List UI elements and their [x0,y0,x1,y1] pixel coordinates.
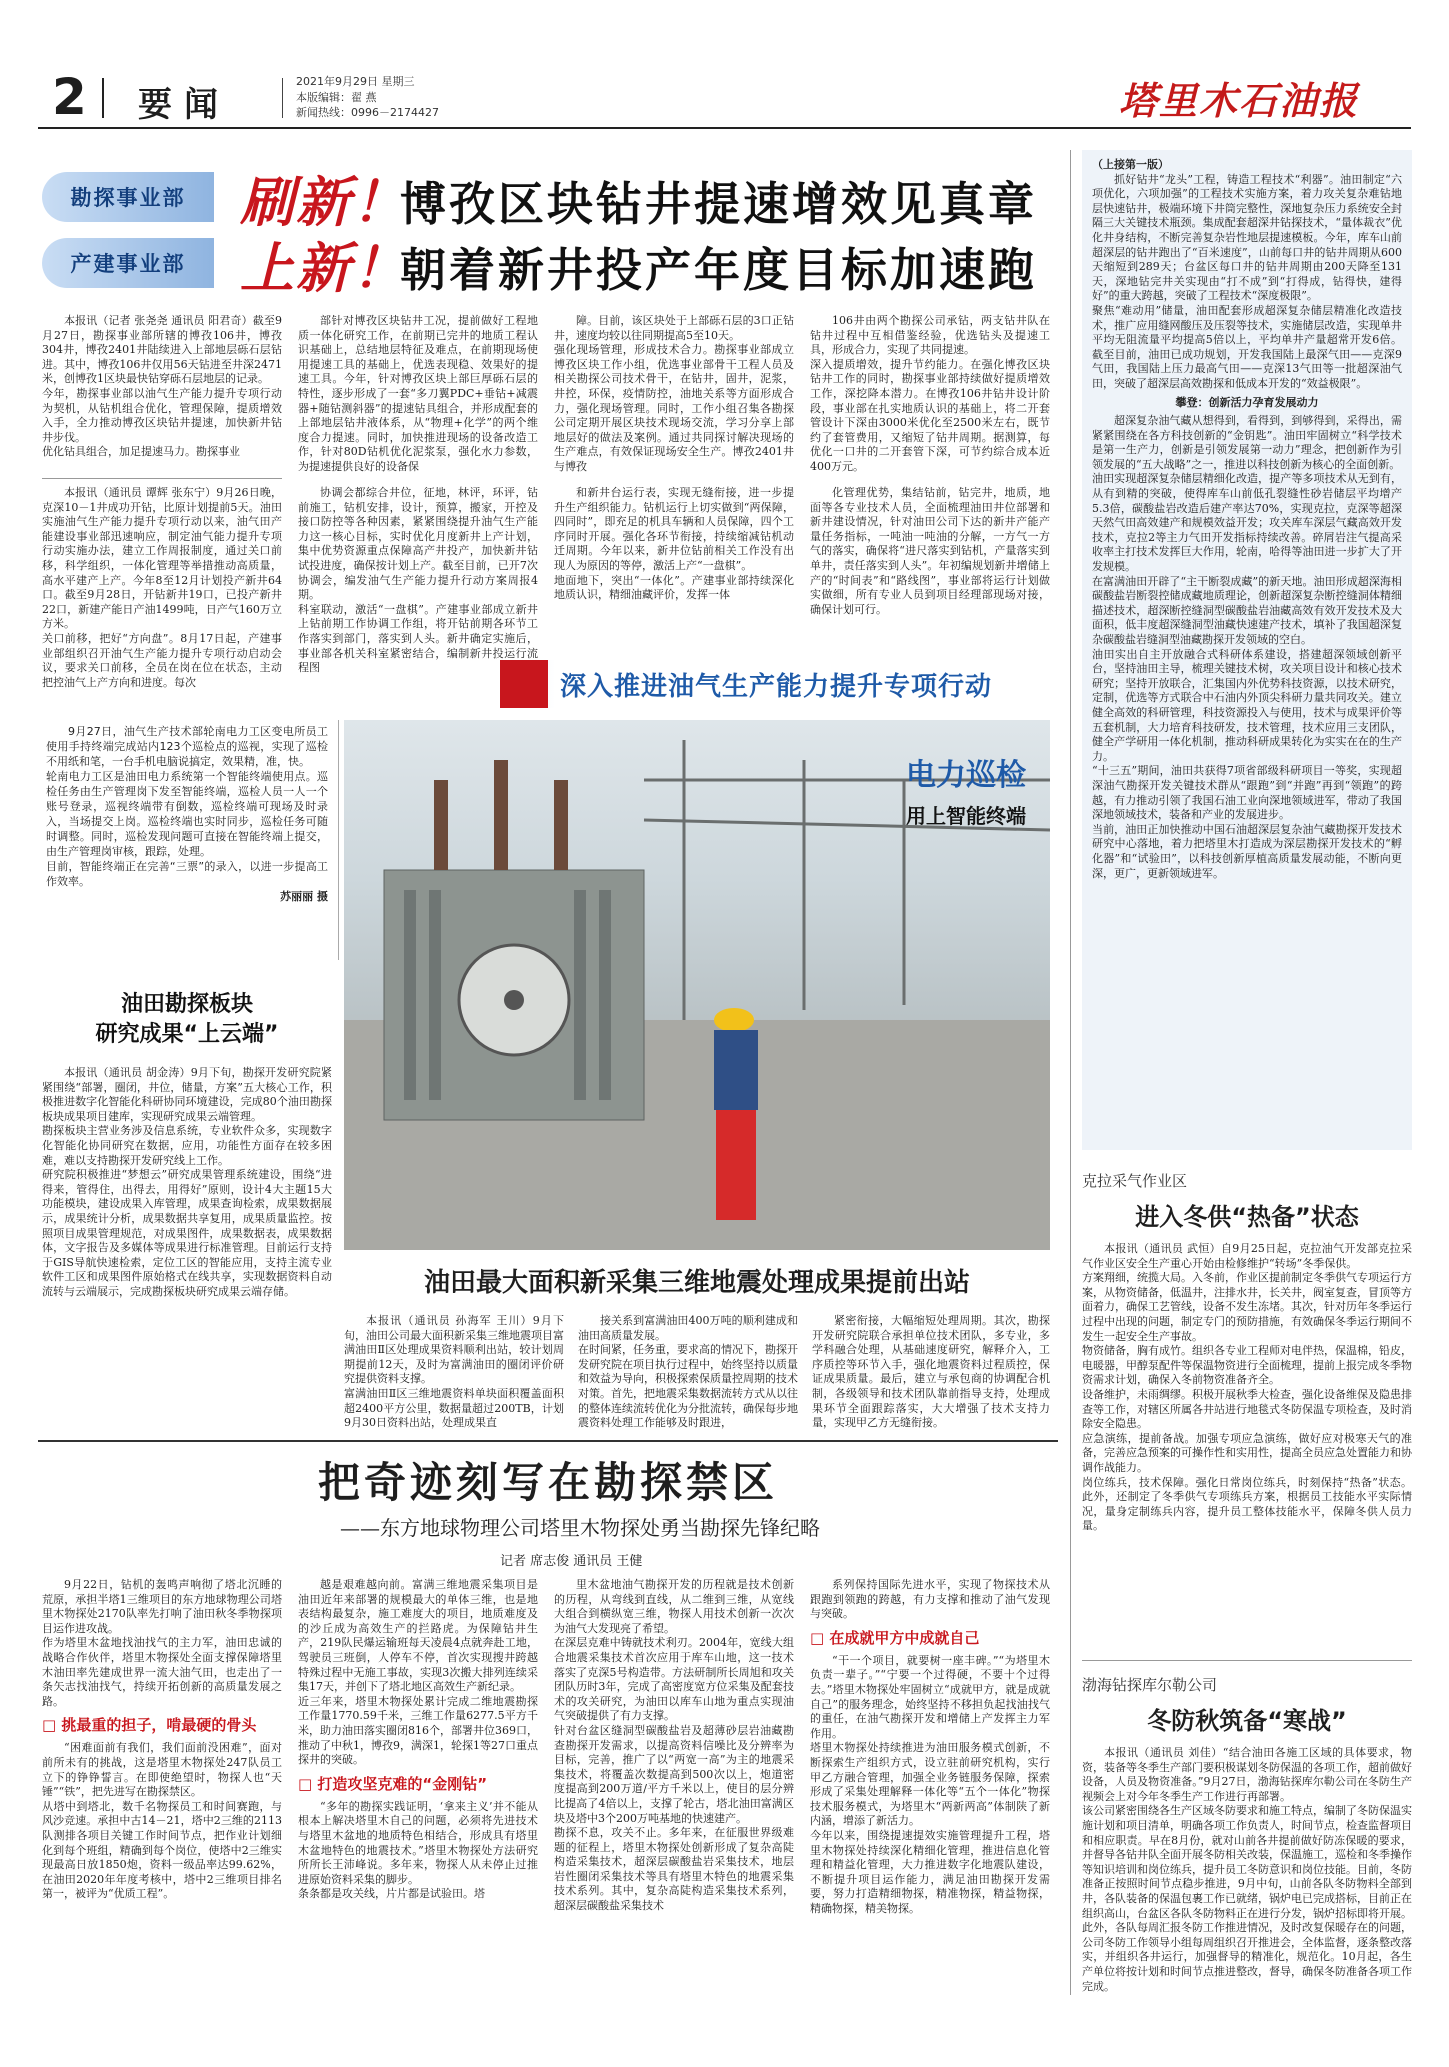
feature-col-1: 9月22日，钻机的轰鸣声响彻了塔北沉睡的荒原，承担半塔1三维项目的东方地球物理公司塔里木物探处2170队率先打响了油田秋冬季物探项目运作进攻战。 作为塔里木盆地找油找气的主力军，油田忠诚的战略合作伙伴，塔里木物探处全面支撑保障塔里木油田率先建成世界一流大油气田，也走出了一条矢志找油找气，持续开拓创新的高质量发展之路。 □ 挑最重的担子，啃最硬的骨头 “困难面前有我们，我们面前没困难”，面对前所未有的挑战，这是塔里木物探处247队员工立下的铮铮誓言。在即使绝望时，物探人也“天锤”“铁”，把先进写在勘探禁区。 从塔中到塔北，数千名物探员工和时间赛跑，与风沙竞速。承担中古14－21，塔中2三维的2113队测排各项目关键工作时间节点，把作业计划细化到每个班组，精确到每个岗位，使塔中2三维实现最高日放1850炮，资料一级品率达99.62%，在油田2020年年度考核中，塔中2三维项目排名第一，被评为“优质工程”。 [42,1578,282,1901]
lead2-col-1: 本报讯（通讯员 谭辉 张东宁）9月26日晚，克深10－1井成功开钻，比原计划提前5天。油田实施油气生产能力提升专项行动以来，油气田产能建设事业部迅速响应，制定油气能力提升专项行动实施办法，建立工作周报制度，通过关口前移，科学组织，一体化管理等举措推动高质量，高水平建产上产。今年8至12月计划投产新井64口。截至9月28日，开钻新井19口，已投产新井22口，新建产能日产油1499吨，日产气160万立方米。 关口前移，把好“方向盘”。8月17日起，产建事业部组织召开油气生产能力提升专项行动启动会议，要求关口前移，全员在岗在位在状态，主动把控油气上产方向和进度。每次 [42,486,282,689]
lead-col-2: 部针对博孜区块钻井工况，提前做好工程地质一体化研究工作，在前期已完井的地质工程认识基础上，总结地层特征及难点，在前期现场使用提速工具的基础上，优选表现稳、效果好的提速工具。今年，针对博孜区块上部巨厚砾石层的特性，逐步形成了一套“多刀翼PDC+垂钻+减震器+随钻测斜器”的提速钻具组合，并形成配套的上部地层钻井液体系，从“物理+化学”的两个维度合力提速。同时，加快推进现场的设备改造工作，针对80D钻机优化泥浆泵，强化水力参数，为提速提供良好的设备保 [298,314,538,472]
photo-author: 苏丽丽 摄 [280,890,328,903]
worker-pants [716,1110,756,1220]
kela-title: 进入冬供“热备”状态 [1135,1203,1359,1231]
photo-caption: 9月27日，油气生产技术部轮南电力工区变电所员工使用手持终端完成站内123个巡检点的巡视，实现了巡检不用纸和笔，一台手机电脑说搞定，效果精，准，快。 轮南电力工区是油田电力系统第一个智能终端使用点。巡检任务由生产管理岗下发至智能终端，巡检人员一人一个账号登录，巡视终端带有倒数，巡检终端可现场及时录入，当场提交上岗。巡检终端也实时同步，巡检任务可随时调整。同时，巡检发现问题可直接在智能终端上提交，由生产管理岗审核，跟踪，处理。 目前，智能终端正在完善“三票”的录入，以进一步提高工作效率。 苏丽丽 摄 [46,725,328,903]
right-column-divider [1070,150,1071,1995]
kela-body: 本报讯（通讯员 武恒）自9月25日起，克拉油气开发部克拉采气作业区安全生产重心开始由检修维护“转场”冬季保供。 方案翔细，统揽大局。入冬前，作业区提前制定冬季供气专项运行方案，从物资储备，低温井，注排水井，长关井，阀室复查，冒顶等方面着力，确保工艺管线，设备不发生冻堵。其次，针对历年冬季运行过程中出现的问题，制定专门的预防措施，有效确保冬季运行期间不发生一起安全生产事故。 物资储备，胸有成竹。组织各专业工程师对电伴热，保温棉，铅皮，电暖器，甲醇泵配件等保温物资进行全面梳理，提前上报完成冬季物资需求计划，确保入冬前物资准备齐全。 设备维护，未雨绸缪。积极开展秋季大检查，强化设备维保及隐患排查等工作，对辖区所属各井站进行地毯式冬防保温专项检查，及时消除安全隐患。 应急演练，提前备战。加强专项应急演练，做好应对极寒天气的准备，完善应急预案的可操作性和实用性，提高全员应急处置能力和协调作战能力。 岗位练兵，技术保障。强化日常岗位练兵，时刻保持“热备”状态。此外，还制定了冬季供气专项练兵方案，根据员工技能水平实际情况，量身定制练兵内容，提升员工整体技能水平，保障冬供人员力量。 [1082,1242,1412,1533]
continuation-label: （上接第一版） [1092,158,1169,171]
feature-col4-heading-text: 在成就甲方中成就自己 [829,1628,980,1647]
right-continuation-text: （上接第一版） 抓好钻井“龙头”工程，铸造工程技术“利器”。油田制定“六项优化，六项加强”的工程技术实施方案，着力攻关复杂难钻地层快速钻井，极端环境下井筒完整性，深地复杂压力系统安全封隔三大关键技术瓶颈。集成配套超深井钻探技术，“量体裁衣”优化井身结构，不断完善复杂岩性地层提速模板。今年，库车山前超深层的钻井跑出了“百米速度”，山前每口井的钻井周期从600天缩短到289天；台盆区每口井的钻井周期由200天降至131天，深地钻完井关实现由“打不成”到“打得成，钻得快，建得好”的重大跨越，突破了工程技术“深度极限”。 聚焦“难动用”储量，油田配套形成超深复杂储层精准化改造技术，推广应用缝网酸压及压裂等技术，实施储层改造，实现单井平均无阻流量平均提高5倍以上，平均单井产量超常开发6倍。截至目前，油田已成功规划，开发我国陆上最深气田——克深9气田，我国陆上压力最高气田——克深13气田等一批超深油气田，突破了超深层高效勘探和低成本开发的“效益极限”。 攀登：创新活力孕育发展动力 超深复杂油气藏从想得到，看得到，到够得到，采得出，需紧紧围绕在各方科技创新的“金钥匙”。油田牢固树立“科学技术是第一生产力，创新是引领发展第一动力”理念，把创新作为引领发展的“五大战略”之一，推进以科技创新为核心的全面创新。 油田实现超深复杂储层精细化改造，提产等多项技术从无到有，从有到精的突破，使得库车山前低孔裂缝性砂岩储层平均增产5.3倍，碳酸盐岩改造后建产率达70%，实现克拉，克深等超深天然气田高效建产和规模效益开发；攻关库车深层气藏高效开发技术，克拉2等主力气田开发指标持续改善。碎屑岩注气提高采收率主打技术发挥巨大作用，轮南，哈得等油田进一步扩大了开发规模。 在富满油田开辟了“主干断裂成藏”的新天地。油田形成超深海相碳酸盐岩断裂控储成藏地质理论，创新超深复杂断控缝洞体精细描述技术，超深断控缝洞型碳酸盐岩油藏高效有效开发技术及大面积，低丰度超深缝洞型油藏快速建产技术，填补了我国超深复杂碳酸盐岩缝洞型油藏勘探开发领域的空白。 油田实出自主开放融合式科研体系建设，搭建超深领域创新平台，坚持油田主导，梳理关键技术树，攻关项目设计和核心技术研究；坚持开放联合，汇集国内外优势科技资源，以技术研究，定制，优选等方式联合中石油内外顶尖科研力量共同攻关。建立健全高效的科研管理，科技资源投入与使用，技术与成果评价等五套机制，大力培育科技研发，技术管理，技术应用三支团队，健全产学研用一体化机制，推动科研成果转化为实实在在的生产力。 “十三五”期间，油田共获得7项省部级科研项目一等奖，实现超深油气勘探开发关键技术群从“跟跑”到“并跑”再到“领跑”的跨越，有力推动引领了我国石油工业向深地领域进军，带动了我国深地领域技术，装备和产业的发展进步。 当前，油田正加快推动中国石油超深层复杂油气藏勘探开发技术研究中心落地，着力把塔里木打造成为深层勘探开发技术的“孵化器”和“试验田”，以科技创新厚植高质量发展动能，不断向更深，更广，更新领域进军。 [1092,158,1402,880]
insulators [434,760,568,870]
banner-accent [500,660,548,708]
seismic-col-2: 接关系到富满油田400万吨的顺利建成和油田高质量发展。 在时间紧，任务重，要求高的情况下，勘探开发研究院在项目执行过程中，始终坚持以质量和效益为导向，积极探索保质量控周期的技术对策。首先，把地震采集数据流转方式从以往的整体连续流转优化为分批流转，确保每步地震资料处理工作能够及时跟进， [578,1314,798,1430]
continuation-subhead: 攀登：创新活力孕育发展动力 [1175,395,1319,409]
photo-substation [344,720,1050,1250]
kela-unit: 克拉采气作业区 [1082,1172,1188,1190]
left-title-line-2: 研究成果“上云端” [95,1022,279,1047]
lead2-col-4: 化管理优势，集结钻前，钻完井，地质，地面等各专业技术人员，全面梳理油田井位部署和新井建设情况，针对油田公司下达的新井产能产量任务指标，一吨油一吨油的分解，一方气一方气的落实，确保将“进尺落实到钻机，产量落实到单井，责任落实到人头”。年初编规划新井增储上产的“时间表”和“路线图”，事业部将运行计划做实做细，所有专业人员到项目经理部现场对接，确保计划可行。 [810,486,1050,616]
page-number: 2 [52,68,87,126]
photo-title-block [906,750,1026,829]
bohai-body: 本报讯（通讯员 刘佳）“结合油田各施工区域的具体要求，物资，装备等冬季生产部门要积极谋划冬防保温的各项工作，超前做好设备，人员及物资准备。”9月27日，渤海钻探库尔勒公司在冬防生产视频会上对今年冬季生产工作进行再部署。 该公司紧密围绕各生产区域冬防要求和施工特点，编制了冬防保温实施计划和项目清单，明确各项工作负责人，时间节点，检查监督项目和相应职责。早在8月份，就对山前各井提前做好防冻保暖的要求，并督导各钻井队全面开展冬防相关改装，保温施工，巡检和冬季操作等知识培训和岗位练兵，提升员工冬防意识和岗位技能。目前，冬防准备正按照时间节点稳步推进，9月中旬，山前各队冬防物料全部到井，各队装备的保温包裹工作已就绪，锅炉电已完成搭标，目前正在组织高山，台盆区各队冬防物料正在进行分发，锅炉招标即将开展。 此外，各队每周汇报冬防工作推进情况，及时改复保暖存在的问题，公司冬防工作领导小组每周组织召开推进会，全体监督，逐条整改落实，并组织各井运行，加强督导的精准化，规范化。10月起，各生产单位将按计划和时间节点推进整改，督导，确保冬防准备各项工作完成。 [1082,1746,1412,1993]
lead-col-3: 障。目前，该区块处于上部砾石层的3口正钻井，速度均较以往同期提高5至10天。 强化现场管理，形成技术合力。勘探事业部成立博孜区块工作小组，优选事业部骨干工程人员及相关勘探公司技术骨干，在钻井，固井，泥浆，井控，环保，疫情防控，油地关系等方面形成合力，强化现场管理。同时，工作小组召集各勘探公司定期开展区块技术现场交流，学习分享上部地层好的做法及案例。通过共同探讨解决现场的生产难点，有效保证现场安全生产。博孜2401井与博孜 [554,314,794,472]
headline-red-2: 上新！ [240,236,408,300]
feature-subtitle: ——东方地球物理公司塔里木物探处勇当勘探先锋纪略 [340,1516,820,1540]
newspaper-logo: 塔里木石油报 [1118,78,1359,123]
tag-production: 产建事业部 [42,238,214,288]
photo-subtitle: 用上智能终端 [906,804,1026,828]
left-article-body: 本报讯（通讯员 胡金涛）9月下旬，勘探开发研究院紧紧围绕“部署，圈闭，井位，储量，方案”五大核心工作，积极推进数字化智能化科研协同环境建设，完成80个油田勘探板块成果项目建库，实现研究成果云端管理。 勘探板块主营业务涉及信息系统，专业软件众多，实现数字化智能化协同研究在数据，应用，功能性方面存在较多困难，难以支持勘探开发研究线上工作。 研究院积极推进“梦想云”研究成果管理系统建设，围绕“进得来，管得住，出得去，用得好”原则，设计4大主题15大功能模块，建设成果入库管理，成果查询检索，成果数据展示，成果统计分析，成果数据共享复用，成果质量监控。按照项目成果管理规范，对成果图件，成果数据表，成果数据体，文字报告及多媒体等成果进行标准管理。目前运行支持于GIS导航快速检索，定位工区的智能应用，支持主流专业软件工区和成果图件原始格式在线共享，实现数据资料自动流转与云端展示，完成勘探板块研究成果云端存储。 [42,1066,332,1298]
right-continuation-box [1082,150,1412,1150]
tag-exploration: 勘探事业部 [42,172,214,222]
feature-byline: 记者 席志俊 通讯员 王健 [500,1554,643,1569]
left-article-title [42,990,332,1050]
photo-title: 电力巡检 [906,758,1026,793]
headline-2: 朝着新井投产年度目标加速跑 [400,243,1037,297]
feature-title: 把奇迹刻写在勘探禁区 [317,1458,778,1507]
headline-red-1: 刷新！ [240,170,408,234]
header-divider-2 [282,78,283,118]
header-hotline: 新闻热线：0996－2174427 [296,106,439,119]
feature-col2-heading-text: 打造攻坚克难的“金刚钻” [317,1774,488,1793]
left-title-line-1: 油田勘探板块 [120,992,253,1017]
right-divider [1082,1660,1412,1661]
bohai-article [1082,1674,1412,2046]
bohai-title: 冬防秋筑备“寒战” [1147,1707,1347,1735]
seismic-title: 油田最大面积新采集三维地震处理成果提前出站 [423,1268,970,1298]
seismic-col-3: 紧密衔接，大幅缩短处理周期。其次，勘探开发研究院联合承担单位技术团队，多专业，多学科融合处理，从基础速度研究，解释介入，工序质控等环节入手，强化地震资料过程质控，保证成果质量。最后，建立与承包商的协调配合机制，各级领导和技术团队靠前指导支持，处理成果环节全面跟踪落实，大大增强了技术支持力量，实现甲乙方无缝衔接。 [812,1314,1050,1430]
photo-caption-box [38,720,339,960]
lead-col-1: 本报讯（记者 张尧尧 通讯员 阳君奇）截至9月27日，勘探事业部所辖的博孜106井，博孜304井，博孜2401井陆续进入上部地层砾石层钻进。其中，博孜106井仅用56天钻进至井深2471米，创博孜1区块最快钻穿砾石层地层的记录。 今年，勘探事业部以油气生产能力提升专项行动为契机，从钻机组合优化，管理保障，提质增效入手，全力推动博孜区块钻井提速，加快新井钻井步伐。 优化钻具组合，加足提速马力。勘探事业 [42,314,282,459]
headline-1: 博孜区块钻井提速增效见真章 [400,177,1037,231]
feature-col4-heading: □ 在成就甲方中成就自己 [810,1628,980,1647]
banner-box [500,660,1050,708]
feature-col2-heading: □ 打造攻坚克难的“金刚钻” [298,1774,488,1793]
hard-hat [714,1008,754,1032]
banner-text: 深入推进油气生产能力提升专项行动 [560,672,993,702]
feature-top-rule [38,1440,1058,1442]
feature-col-3: 里木盆地油气勘探开发的历程就是技术创新的历程，从弯线到直线，从二维到三维，从宽线大组合到横纵宽三维，物探人用技术创新一次次为油气大发现亮了希望。 在深层克难中铸就技术利刃。2004年，宽线大组合地震采集技术首次应用于库车山地，这一技术落实了克深5号构造带。方法研制所长周旭和攻关团队历时3年，完成了高密度宽方位采集及配套技术的攻关研究，为油田以库车山地为重点实现油气突破提供了有力支撑。 针对台盆区缝洞型碳酸盐岩及超薄砂层岩油藏勘查勘探开发需求，以提高资料信噪比及分辨率为目标，完善，推广了以“两宽一高”为主的地震采集技术，将覆盖次数提高到500次以上，炮道密度提高到200万道/平方千米以上，使目的层分辨比提高了4倍以上，支撑了轮古，塔北油田富满区块及塔中3个200万吨基地的快速建产。 勘探不息，攻关不止。多年来，在征服世界级难题的征程上，塔里木物探处创新形成了复杂高陡构造采集技术，超深层碳酸盐岩采集技术，地层岩性圈闭采集技术等具有塔里木特色的地震采集技术系列。其中，复杂高陡构造采集技术系列，超深层碳酸盐采集技术 [554,1578,794,1913]
kela-article [1082,1170,1412,1682]
header-date: 2021年9月29日 星期三 [296,75,415,88]
header-rule [38,127,1411,129]
feature-col1-heading: □ 挑最重的担子，啃最硬的骨头 [42,1716,257,1735]
feature-col1-heading-text: 挑最重的担子，啃最硬的骨头 [61,1716,257,1735]
lead2-col-3: 和新井台运行表，实现无缝衔接，进一步提升生产组织能力。钻机运行上切实做到“两保障，四同时”，即充足的机具车辆和人员保障，四个工序同时开展。强化各环节衔接，持续缩减钻机动迁周期。今年以来，新井位钻前相关工作没有出现人为原因的等停，激活上产“一盘棋”。 地面地下，突出“一体化”。产建事业部持续深化地质认识，精细油藏评价，发挥一体 [554,486,794,602]
lead-col1-divider [42,478,282,479]
seismic-col-1: 本报讯（通讯员 孙海军 王川）9月下旬，油田公司最大面积新采集三维地震项目富满油田Ⅱ区处理成果资料顺利出站，较计划周期提前12天，及时为富满油田的圈闭评价研究提供资料支撑。 富满油田Ⅱ区三维地震资料单块面积覆盖面积超2400平方公里，数据量超过200TB，计划9月30日资料出站，处理成果直 [344,1314,564,1430]
lead2-col-2: 协调会都综合井位，征地，林评，环评，钻前施工，钻机安排，设计，预算，搬家，开控及接口防控等各种因素，紧紧围绕提升油气生产能力这一核心目标，实时优化月度新井上产计划，集中优势资源重点保障高产井投产，加快新井钻试投进度，确保按计划上产。截至目前，已开7次协调会，编发油气生产能力提升行动方案周报4期。 科室联动，激活“一盘棋”。产建事业部成立新井上钻前期工作协调工作组，将开钻前期各环节工作落实到部门，落实到人头。新井确定实施后，事业部各机关科室紧密结合，编制新井投运行流程图 [298,486,538,675]
feature-col-4: 系列保持国际先进水平，实现了物探技术从跟跑到领跑的跨越，有力支撑和推动了油气发现与突破。 □ 在成就甲方中成就自己 “干一个项目，就要树一座丰碑。”“为塔里木负责一辈子。”“宁要一个过得硬，不要十个过得去。”塔里木物探处牢固树立“成就甲方，就是成就自己”的服务理念，始终坚持不移担负起找油找气的重任，在油气勘探开发和增储上产发挥主力军作用。 塔里木物探处持续推进为油田服务模式创新，不断探索生产组织方式，设立驻前研究机构，实行甲乙方融合管理，加强全业务链服务保障，探索形成了采集处理解释一体化等“五个一体化”物探技术服务模式，为塔里木“两新两高”体制陕了新内涵，增添了新活力。 今年以来，围绕提速提效实施管理提升工程，塔里木物探处持续深化精细化管理，推进信息化管理和精益化管理，大力推进数字化地震队建设，不断提升项目运作能力，满足油田勘探开发需要，努力打造精细物探，精准物探，精益物探，精确物探，精美物探。 [810,1578,1050,1915]
section-name: 要闻 [138,85,230,125]
bohai-unit: 渤海钻探库尔勒公司 [1082,1676,1218,1694]
feature-col-2: 越是艰难越向前。富满三维地震采集项目是油田近年来部署的规模最大的单体三维，也是地表结构最复杂，施工难度大的项目，地质难度及的沙丘成为高效生产的拦路虎。为保障钻井生产，219队民爆运输班每天凌晨4点就奔赴工地，驾驶员三班倒，人停车不停，首次实现搜井跨越特殊过程中无施工事故，实现3次搬大排列连续采集17天，并创下了塔北地区高效生产新纪录。 近三年来，塔里木物探处累计完成二维地震勘探工作量1770.59千米，三维工作量6277.5平方千米，助力油田落实圈闭816个，部署井位369口，推动了中秋1，博孜9，满深1，轮探1等27口重点探井的突破。 □ 打造攻坚克难的“金刚钻” “多年的勘探实践证明，‘拿来主义’并不能从根本上解决塔里木自己的问题，必须将先进技术与塔里木盆地的地质特色相结合，形成具有塔里木盆地特色的地震技术。”塔里木物探处方法研究所所长王沛峰说。多年来，物探人从未停止过推进原始资料采集的脚步。 条条都是攻关线，片片都是试验田。塔 [298,1578,538,1901]
worker-jacket [714,1030,758,1110]
header-meta [296,74,439,121]
header-divider [102,78,104,118]
header-editor: 本版编辑：翟 燕 [296,90,377,104]
lead-col-4: 106井由两个勘探公司承钻，两支钻井队在钻井过程中互相借鉴经验，优选钻头及提速工具，形成合力，实现了共同提速。 深入提质增效，提升节约能力。在强化博孜区块钻井工作的同时，勘探事业部持续做好提质增效工作，深挖降本潜力。在博孜106井钻井设计阶段，事业部在扎实地质认识的基础上，将二开套管设计下深由3000米优化至2500米左右，既节约了套管费用，又缩短了钻井周期。据测算，每优化一口井的二开套管下深，可节约综合成本近400万元。 [810,314,1050,472]
